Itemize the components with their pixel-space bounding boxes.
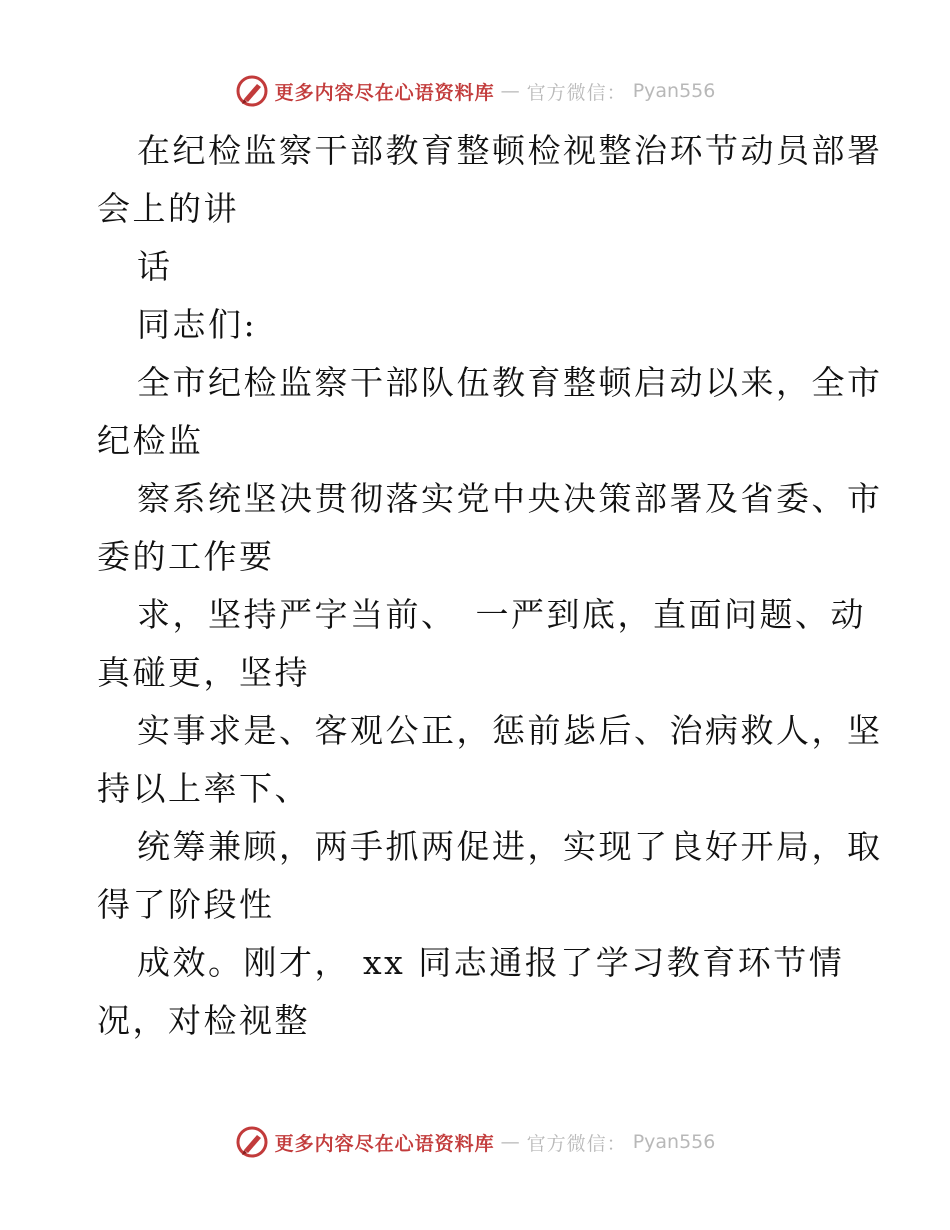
title-line-3: 话	[137, 247, 173, 286]
watermark-site-text: 更多内容尽在心语资料库	[274, 1132, 495, 1155]
body-line: 实事求是、客观公正，惩前毖后、治病救人，坚	[137, 711, 883, 750]
footer-watermark	[0, 1122, 950, 1162]
body-line: 真碰更，坚持	[97, 653, 310, 692]
watermark-dash: —	[500, 1131, 521, 1153]
body-line: 持以上率下、	[97, 769, 310, 808]
document-body	[97, 122, 883, 1050]
body-line: 委的工作要	[97, 537, 275, 576]
watermark-account-label: 官方微信：	[526, 1132, 627, 1155]
watermark-account-label: 官方微信：	[526, 81, 627, 104]
body-line: 统筹兼顾，两手抓两促进，实现了良好开局，取	[137, 827, 883, 866]
body-line: 成效。刚才， xx 同志通报了学习教育环节情	[137, 943, 845, 982]
header-watermark	[0, 71, 950, 111]
body-line: 全市纪检监察干部队伍教育整顿启动以来，全市	[137, 363, 883, 402]
body-line: 得了阶段性	[97, 885, 275, 924]
body-line: 况，对检视整	[97, 1001, 310, 1040]
pen-seal-logo-icon	[235, 74, 269, 108]
watermark-account-id: Pyan556	[632, 1131, 716, 1153]
body-line: 察系统坚决贯彻落实党中央决策部署及省委、市	[137, 479, 883, 518]
body-line: 纪检监	[97, 421, 204, 460]
pen-seal-logo-icon	[235, 1125, 269, 1159]
title-line-2: 会上的讲	[97, 189, 239, 228]
watermark-account-id: Pyan556	[632, 80, 716, 102]
watermark-dash: —	[500, 80, 521, 102]
title-line-1: 在纪检监察干部教育整顿检视整治环节动员部署	[137, 131, 883, 170]
salutation: 同志们:	[137, 305, 258, 344]
body-line: 求，坚持严字当前、 一严到底，直面问题、动	[137, 595, 866, 634]
watermark-site-text: 更多内容尽在心语资料库	[274, 81, 495, 104]
